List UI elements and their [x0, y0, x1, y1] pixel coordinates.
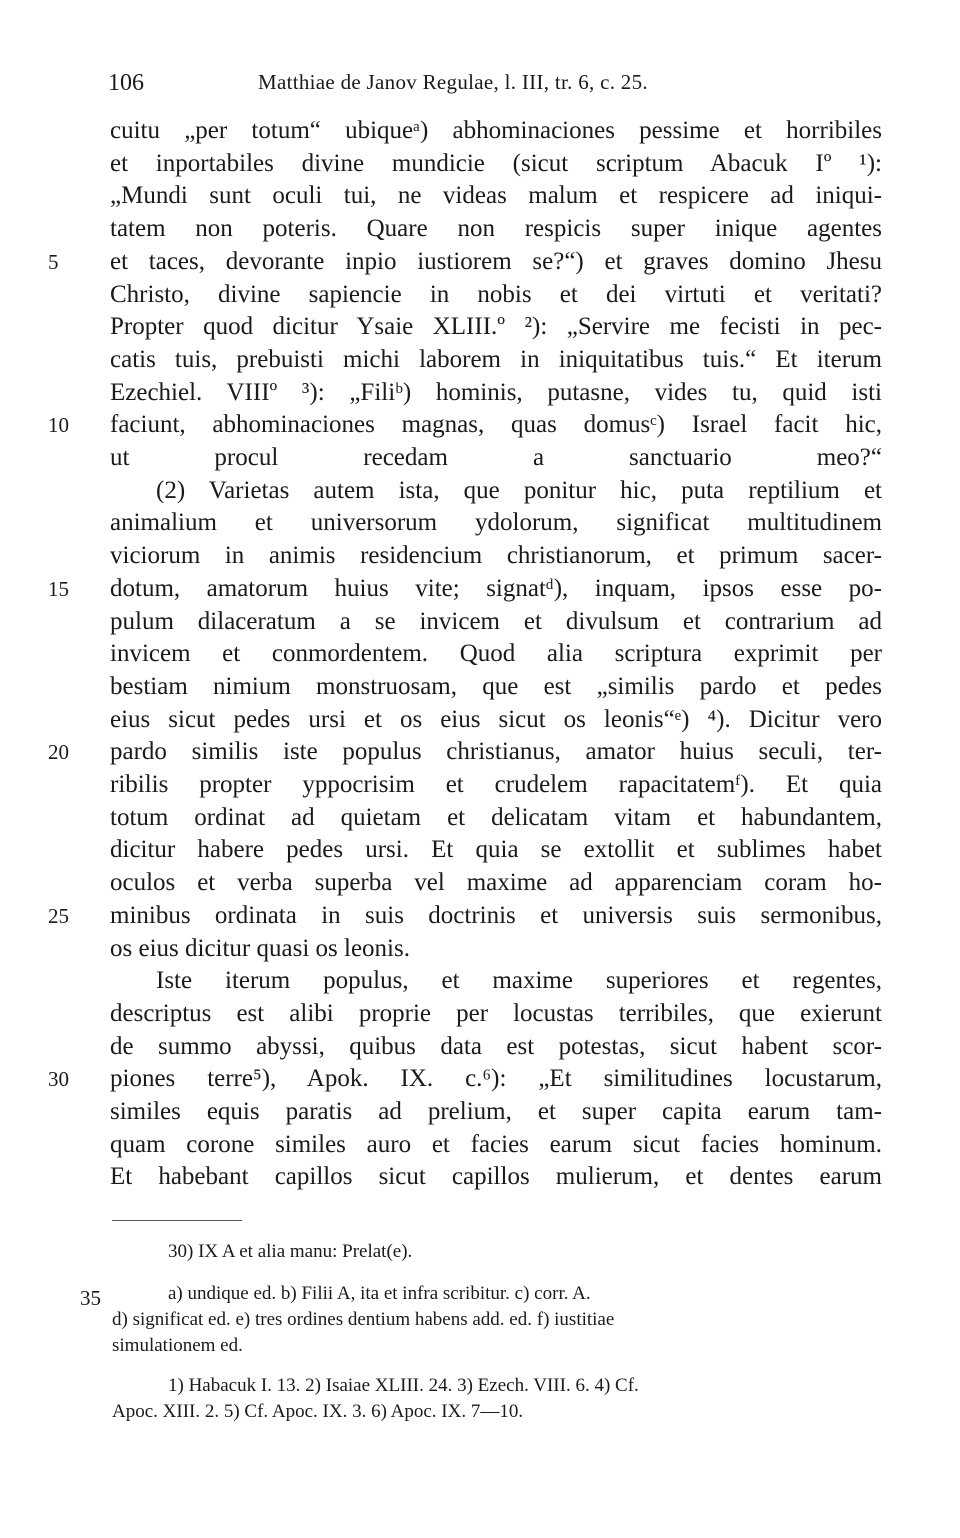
text-line: dotum, amatorum huius vite; signatᵈ), inquam, ipsos esse po-	[110, 575, 882, 602]
footnote-separator	[112, 1220, 242, 1221]
text-line: dicitur habere pedes ursi. Et quia se extollit et sublimes habet	[110, 836, 882, 863]
text-line: de summo abyssi, quibus data est potestas, sicut habent scor-	[110, 1033, 882, 1060]
text-line: ut procul recedam a sanctuario meo?“	[110, 444, 882, 471]
line-number: 20	[48, 740, 69, 764]
line-number: 25	[48, 904, 69, 928]
sources-line-2: Apoc. XIII. 2. 5) Cf. Apoc. IX. 3. 6) Apoc. IX. 7—10.	[112, 1401, 524, 1422]
text-line: et inportabiles divine mundicie (sicut scriptum Abacuk Iº ¹):	[110, 150, 882, 177]
sources-line-1: 1) Habacuk I. 13. 2) Isaiae XLIII. 24. 3) Ezech. VIII. 6. 4) Cf.	[168, 1375, 639, 1396]
text-line: et taces, devorante inpio iustiorem se?“) et graves domino Jhesu	[110, 248, 882, 275]
variant-note: 30) IX A et alia manu: Prelat(e).	[168, 1241, 413, 1262]
text-line: quam corone similes auro et facies earum sicut facies hominum.	[110, 1131, 882, 1158]
text-line: pulum dilaceratum a se invicem et divulsum et contrarium ad	[110, 608, 882, 635]
text-line: viciorum in animis residencium christianorum, et primum sacer-	[110, 542, 882, 569]
text-line: „Mundi sunt oculi tui, ne videas malum et respicere ad iniqui-	[110, 182, 882, 209]
text-line: os eius dicitur quasi os leonis.	[110, 935, 410, 962]
apparatus-line-2: d) significat ed. e) tres ordines dentium habens add. ed. f) iustitiae	[112, 1309, 615, 1330]
page-number: 106	[108, 70, 144, 96]
text-line: ribilis propter yppocrisim et crudelem rapacitatemᶠ). Et quia	[110, 771, 882, 798]
line-number: 30	[48, 1067, 69, 1091]
text-line: animalium et universorum ydolorum, significat multitudinem	[110, 509, 882, 536]
line-number: 15	[48, 577, 69, 601]
text-line: piones terre⁵), Apok. IX. c.⁶): „Et similitudines locustarum,	[110, 1065, 882, 1092]
text-line: bestiam nimium monstruosam, que est „similis pardo et pedes	[110, 673, 882, 700]
text-line: Ezechiel. VIIIº ³): „Filiᵇ) hominis, putasne, vides tu, quid isti	[110, 379, 882, 406]
text-line: faciunt, abhominaciones magnas, quas domusᶜ) Israel facit hic,	[110, 411, 882, 438]
text-line: totum ordinat ad quietam et delicatam vitam et habundantem,	[110, 804, 882, 831]
line-number-35: 35	[80, 1286, 101, 1310]
running-title: Matthiae de Janov Regulae, l. III, tr. 6, c. 25.	[258, 70, 648, 94]
apparatus-line-1: a) undique ed. b) Filii A, ita et infra scribitur. c) corr. A.	[168, 1283, 591, 1304]
text-line: catis tuis, prebuisti michi laborem in iniquitatibus tuis.“ Et iterum	[110, 346, 882, 373]
text-line: Iste iterum populus, et maxime superiores et regentes,	[156, 967, 882, 994]
line-number: 10	[48, 413, 69, 437]
text-line: cuitu „per totum“ ubiqueᵃ) abhominaciones pessime et horribiles	[110, 117, 882, 144]
text-line: eius sicut pedes ursi et os eius sicut os leonis“ᵉ) ⁴). Dicitur vero	[110, 706, 882, 733]
apparatus-line-3: simulationem ed.	[112, 1335, 243, 1356]
text-line: descriptus est alibi proprie per locustas terribiles, que exierunt	[110, 1000, 882, 1027]
text-line: Propter quod dicitur Ysaie XLIII.º ²): „Servire me fecisti in pec-	[110, 313, 882, 340]
text-line: oculos et verba superba vel maxime ad apparenciam coram ho-	[110, 869, 882, 896]
text-line: minibus ordinata in suis doctrinis et universis suis sermonibus,	[110, 902, 882, 929]
text-line: Christo, divine sapiencie in nobis et dei virtuti et veritati?	[110, 281, 882, 308]
line-number: 5	[48, 250, 59, 274]
text-line: (2) Varietas autem ista, que ponitur hic, puta reptilium et	[156, 477, 882, 504]
text-line: Et habebant capillos sicut capillos mulierum, et dentes earum	[110, 1163, 882, 1190]
text-line: similes equis paratis ad prelium, et super capita earum tam-	[110, 1098, 882, 1125]
text-line: pardo similis iste populus christianus, amator huius seculi, ter-	[110, 738, 882, 765]
text-line: invicem et conmordentem. Quod alia scriptura exprimit per	[110, 640, 882, 667]
text-line: tatem non poteris. Quare non respicis super inique agentes	[110, 215, 882, 242]
page-header	[108, 70, 888, 110]
